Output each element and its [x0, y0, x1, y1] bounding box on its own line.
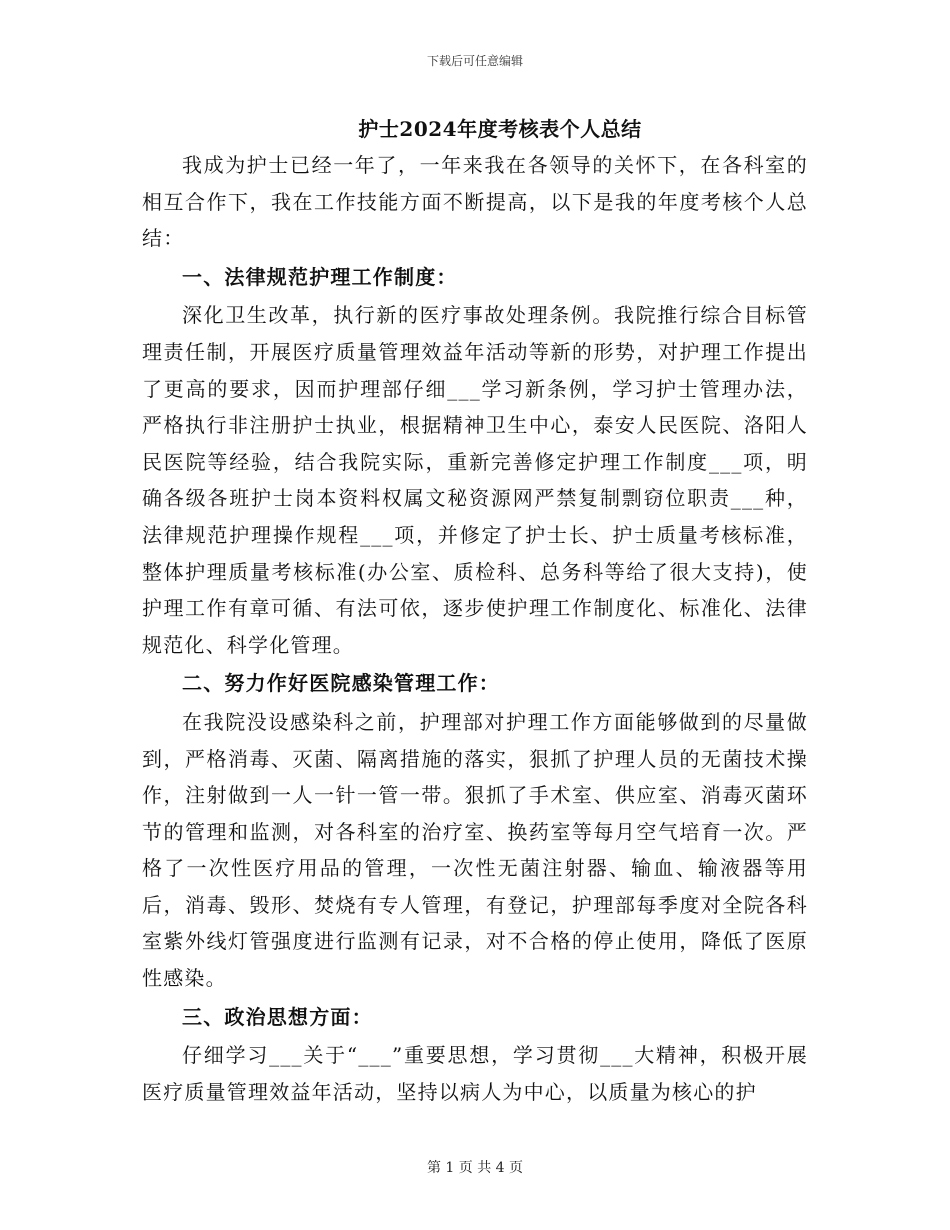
- section-heading: 一、法律规范护理工作制度：: [182, 264, 458, 289]
- document-body: [142, 147, 808, 1110]
- section-paragraph: 在我院没设感染科之前，护理部对护理工作方面能够做到的尽量做到，严格消毒、灭菌、隔离措施的落实，狠抓了护理人员的无菌技术操作，注射做到一人一针一管一带。狠抓了手术室、供应室、消毒灭菌环节的管理和监测，对各科室的治疗室、换药室等每月空气培育一次。严格了一次性医疗用品的管理，一次性无菌注射器、输血、输液器等用后，消毒、毁形、焚烧有专人管理，有登记，护理部每季度对全院各科室紫外线灯管强度进行监测有记录，对不合格的停止使用，降低了医原性感染。: [142, 709, 808, 991]
- intro-paragraph: 我成为护士已经一年了，一年来我在各领导的关怀下，在各科室的相互合作下，我在工作技能方面不断提高，以下是我的年度考核个人总结：: [142, 153, 808, 251]
- header-note: 下载后可任意编辑: [426, 54, 523, 68]
- section-paragraph: 深化卫生改革，执行新的医疗事故处理条例。我院推行综合目标管理责任制，开展医疗质量管理效益年活动等新的形势，对护理工作提出了更高的要求，因而护理部仔细___学习新条例，学习护士管理办法，严格执行非注册护士执业，根据精神卫生中心，泰安人民医院、洛阳人民医院等经验，结合我院实际，重新完善修定护理工作制度___项，明确各级各班护士岗本资料权属文秘资源网严禁复制剽窃位职责___种，法律规范护理操作规程___项，并修定了护士长、护士质量考核标准，整体护理质量考核标准(办公室、质检科、总务科等给了很大支持)，使护理工作有章可循、有法可依，逐步使护理工作制度化、标准化、法律规范化、科学化管理。: [142, 303, 808, 657]
- page-number-footer: 第 1 页 共 4 页: [426, 1160, 524, 1176]
- document-title: 护士2024年度考核表个人总结: [358, 117, 642, 141]
- section-heading: 二、努力作好医院感染管理工作：: [182, 671, 500, 696]
- section-heading: 三、政治思想方面：: [182, 1004, 373, 1029]
- section-paragraph: 仔细学习___关于“___”重要思想，学习贯彻___大精神，积极开展医疗质量管理效益年活动，坚持以病人为中心，以质量为核心的护: [142, 1043, 808, 1104]
